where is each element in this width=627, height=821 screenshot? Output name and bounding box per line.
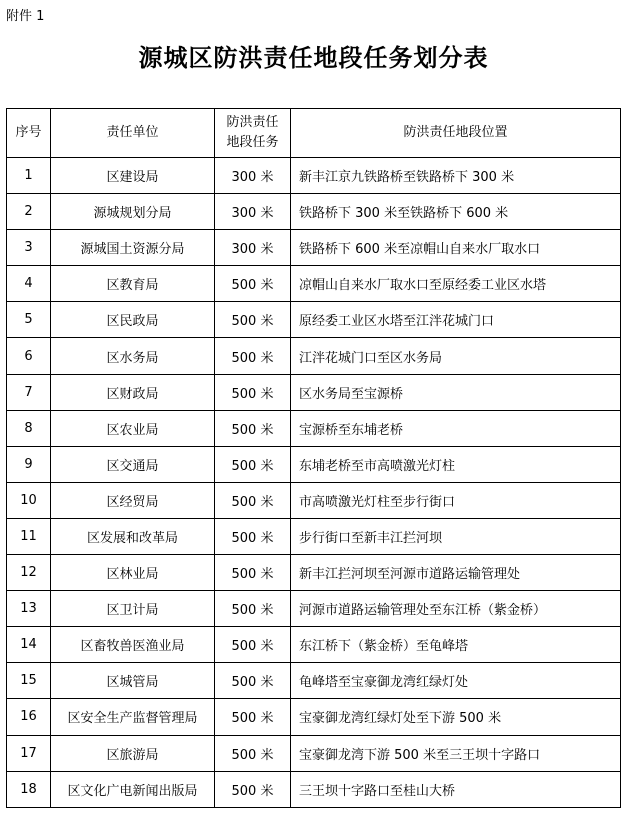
table-row: [7, 771, 621, 807]
cell-no: 16: [7, 699, 51, 735]
table-row: [7, 338, 621, 374]
cell-unit: 区旅游局: [51, 735, 215, 771]
cell-location: 东江桥下（紫金桥）至龟峰塔: [291, 627, 621, 663]
header-location: 防洪责任地段位置: [291, 109, 621, 158]
cell-no: 8: [7, 410, 51, 446]
cell-task: 500 米: [215, 482, 291, 518]
cell-location: 宝豪御龙湾红绿灯处至下游 500 米: [291, 699, 621, 735]
page-title: 源城区防洪责任地段任务划分表: [138, 43, 489, 72]
table-row: [7, 302, 621, 338]
table-row: [7, 446, 621, 482]
cell-unit: 区城管局: [51, 663, 215, 699]
cell-task: 500 米: [215, 410, 291, 446]
table-row: [7, 158, 621, 194]
cell-unit: 区经贸局: [51, 482, 215, 518]
cell-task: 500 米: [215, 374, 291, 410]
cell-location: 宝源桥至东埔老桥: [291, 410, 621, 446]
cell-unit: 区建设局: [51, 158, 215, 194]
cell-unit: 区农业局: [51, 410, 215, 446]
table-row: [7, 591, 621, 627]
cell-no: 6: [7, 338, 51, 374]
cell-location: 区水务局至宝源桥: [291, 374, 621, 410]
cell-no: 1: [7, 158, 51, 194]
cell-task: 500 米: [215, 302, 291, 338]
cell-location: 宝豪御龙湾下游 500 米至三王坝十字路口: [291, 735, 621, 771]
cell-location: 凉帽山自来水厂取水口至原经委工业区水塔: [291, 266, 621, 302]
cell-unit: 区发展和改革局: [51, 518, 215, 554]
table-row: [7, 374, 621, 410]
cell-no: 17: [7, 735, 51, 771]
header-unit: 责任单位: [51, 109, 215, 158]
cell-location: 龟峰塔至宝豪御龙湾红绿灯处: [291, 663, 621, 699]
cell-task: 500 米: [215, 266, 291, 302]
cell-task: 500 米: [215, 338, 291, 374]
cell-no: 7: [7, 374, 51, 410]
cell-unit: 区交通局: [51, 446, 215, 482]
table-row: [7, 699, 621, 735]
cell-no: 9: [7, 446, 51, 482]
cell-no: 5: [7, 302, 51, 338]
cell-task: 500 米: [215, 518, 291, 554]
cell-location: 江泮花城门口至区水务局: [291, 338, 621, 374]
header-task-label: 防洪责任地段任务: [226, 115, 279, 150]
cell-location: 新丰江京九铁路桥至铁路桥下 300 米: [291, 158, 621, 194]
cell-unit: 区民政局: [51, 302, 215, 338]
table-header-row: [7, 109, 621, 158]
table-row: [7, 735, 621, 771]
table-row: [7, 555, 621, 591]
cell-location: 铁路桥下 600 米至凉帽山自来水厂取水口: [291, 230, 621, 266]
cell-no: 18: [7, 771, 51, 807]
cell-no: 3: [7, 230, 51, 266]
cell-unit: 区文化广电新闻出版局: [51, 771, 215, 807]
header-task: [215, 109, 291, 158]
table-row: [7, 194, 621, 230]
cell-task: 500 米: [215, 591, 291, 627]
cell-task: 500 米: [215, 771, 291, 807]
table-row: [7, 230, 621, 266]
cell-location: 河源市道路运输管理处至东江桥（紫金桥）: [291, 591, 621, 627]
cell-no: 2: [7, 194, 51, 230]
cell-unit: 区水务局: [51, 338, 215, 374]
table-row: [7, 627, 621, 663]
cell-no: 13: [7, 591, 51, 627]
cell-unit: 区安全生产监督管理局: [51, 699, 215, 735]
cell-no: 14: [7, 627, 51, 663]
cell-location: 市高喷激光灯柱至步行街口: [291, 482, 621, 518]
cell-location: 三王坝十字路口至桂山大桥: [291, 771, 621, 807]
table-body: [7, 158, 621, 808]
cell-unit: 区林业局: [51, 555, 215, 591]
cell-no: 10: [7, 482, 51, 518]
cell-location: 新丰江拦河坝至河源市道路运输管理处: [291, 555, 621, 591]
cell-location: 步行街口至新丰江拦河坝: [291, 518, 621, 554]
table-row: [7, 518, 621, 554]
responsibility-table: [6, 108, 621, 808]
cell-unit: 源城规划分局: [51, 194, 215, 230]
cell-task: 500 米: [215, 663, 291, 699]
cell-task: 500 米: [215, 627, 291, 663]
cell-task: 500 米: [215, 555, 291, 591]
cell-task: 300 米: [215, 158, 291, 194]
cell-task: 500 米: [215, 735, 291, 771]
cell-location: 原经委工业区水塔至江泮花城门口: [291, 302, 621, 338]
table-row: [7, 663, 621, 699]
cell-task: 300 米: [215, 230, 291, 266]
cell-task: 300 米: [215, 194, 291, 230]
table-row: [7, 266, 621, 302]
cell-location: 东埔老桥至市高喷激光灯柱: [291, 446, 621, 482]
table-row: [7, 410, 621, 446]
cell-unit: 区财政局: [51, 374, 215, 410]
cell-task: 500 米: [215, 699, 291, 735]
cell-unit: 区畜牧兽医渔业局: [51, 627, 215, 663]
annex-label: 附件 1: [6, 9, 45, 24]
cell-unit: 区卫计局: [51, 591, 215, 627]
cell-no: 4: [7, 266, 51, 302]
cell-no: 12: [7, 555, 51, 591]
header-no: 序号: [7, 109, 51, 158]
cell-task: 500 米: [215, 446, 291, 482]
cell-unit: 区教育局: [51, 266, 215, 302]
cell-no: 11: [7, 518, 51, 554]
cell-unit: 源城国土资源分局: [51, 230, 215, 266]
table-row: [7, 482, 621, 518]
cell-no: 15: [7, 663, 51, 699]
cell-location: 铁路桥下 300 米至铁路桥下 600 米: [291, 194, 621, 230]
